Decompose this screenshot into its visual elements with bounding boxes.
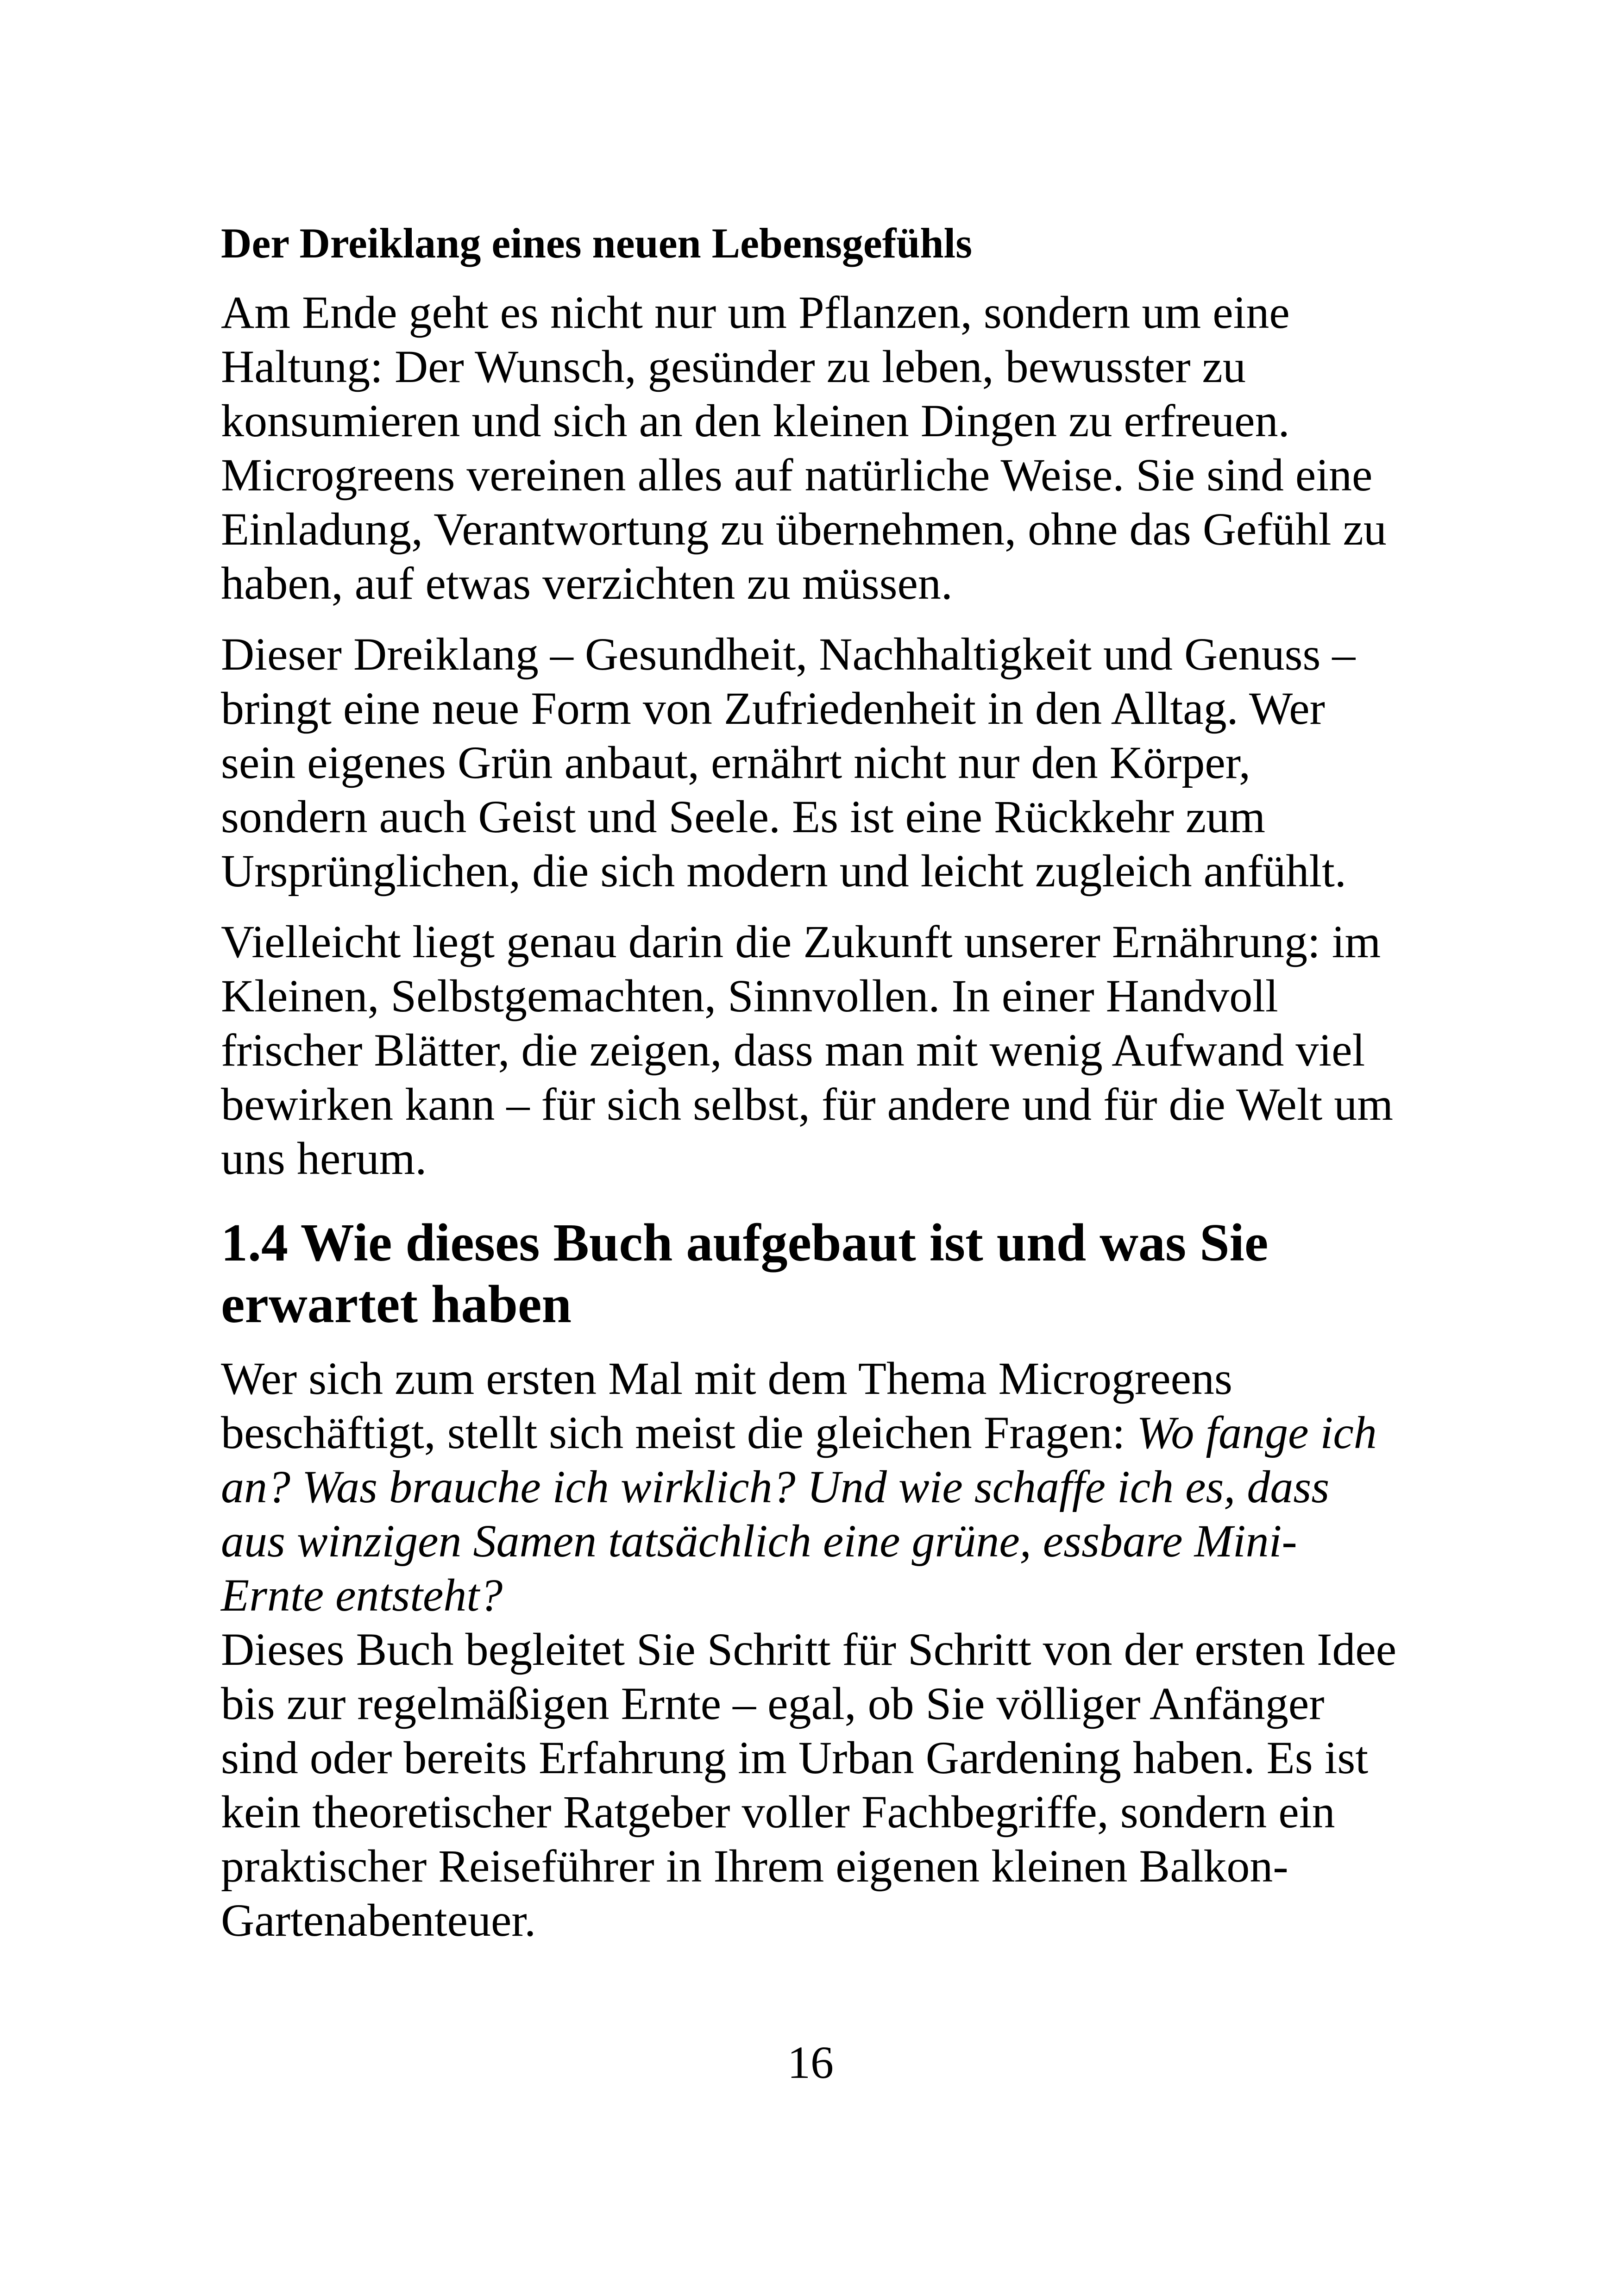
page-content	[221, 218, 1407, 1964]
paragraph-line: Vielleicht liegt genau darin die Zukunft unserer Ernährung: im	[221, 916, 1381, 967]
paragraph-line: Ursprünglichen, die sich modern und leicht zugleich anfühlt.	[221, 845, 1346, 897]
paragraph-text-italic: Wo fange ich	[1137, 1407, 1377, 1458]
paragraph-line: Dieses Buch begleitet Sie Schritt für Schritt von der ersten Idee	[221, 1624, 1397, 1675]
subheading	[221, 218, 1407, 269]
paragraph-line: praktischer Reiseführer in Ihrem eigenen kleinen Balkon-	[221, 1840, 1288, 1892]
section-heading-line: 1.4 Wie dieses Buch aufgebaut ist und was Sie	[221, 1213, 1269, 1273]
paragraph-5	[221, 1622, 1407, 1947]
paragraph-line: Haltung: Der Wunsch, gesünder zu leben, bewusster zu	[221, 341, 1246, 392]
paragraph-line: Microgreens vereinen alles auf natürliche Weise. Sie sind eine	[221, 449, 1373, 501]
paragraph-line: konsumieren und sich an den kleinen Dingen zu erfreuen.	[221, 395, 1290, 446]
paragraph-line: haben, auf etwas verzichten zu müssen.	[221, 558, 953, 609]
section-heading-line: erwartet haben	[221, 1275, 572, 1334]
paragraph-line	[221, 1405, 1407, 1460]
paragraph-line: Gartenabenteuer.	[221, 1895, 536, 1946]
paragraph-line: frischer Blätter, die zeigen, dass man mit wenig Aufwand viel	[221, 1024, 1365, 1076]
paragraph-line: uns herum.	[221, 1133, 427, 1184]
paragraph-line: Wer sich zum ersten Mal mit dem Thema Microgreens	[221, 1353, 1232, 1404]
paragraph-line: kein theoretischer Ratgeber voller Fachbegriffe, sondern ein	[221, 1786, 1335, 1838]
paragraph-4	[221, 1351, 1407, 1622]
paragraph-line: Einladung, Verantwortung zu übernehmen, ohne das Gefühl zu	[221, 503, 1387, 555]
paragraph-line: sind oder bereits Erfahrung im Urban Gardening haben. Es ist	[221, 1732, 1369, 1783]
paragraph-line: Am Ende geht es nicht nur um Pflanzen, sondern um eine	[221, 287, 1290, 338]
subheading-text: Der Dreiklang eines neuen Lebensgefühls	[221, 220, 973, 267]
paragraph-line-italic: an? Was brauche ich wirklich? Und wie schaffe ich es, dass	[221, 1461, 1330, 1512]
paragraph-line: bringt eine neue Form von Zufriedenheit in den Alltag. Wer	[221, 683, 1325, 734]
paragraph-line-italic: Ernte entsteht?	[221, 1569, 503, 1621]
paragraph-line: Kleinen, Selbstgemachten, Sinnvollen. In einer Handvoll	[221, 970, 1278, 1022]
paragraph-line: Dieser Dreiklang – Gesundheit, Nachhaltigkeit und Genuss –	[221, 628, 1356, 680]
page-number: 16	[787, 2037, 834, 2088]
paragraph-1	[221, 285, 1407, 610]
section-heading	[221, 1212, 1407, 1336]
paragraph-2	[221, 627, 1407, 898]
paragraph-line: sein eigenes Grün anbaut, ernährt nicht nur den Körper,	[221, 737, 1250, 788]
paragraph-line: bis zur regelmäßigen Ernte – egal, ob Sie völliger Anfänger	[221, 1678, 1325, 1729]
paragraph-line: bewirken kann – für sich selbst, für andere und für die Welt um	[221, 1079, 1394, 1130]
paragraph-text-regular: beschäftigt, stellt sich meist die gleichen Fragen:	[221, 1407, 1137, 1458]
paragraph-3	[221, 915, 1407, 1186]
paragraph-line: sondern auch Geist und Seele. Es ist eine Rückkehr zum	[221, 791, 1265, 842]
paragraph-line-italic: aus winzigen Samen tatsächlich eine grüne, essbare Mini-	[221, 1515, 1297, 1567]
